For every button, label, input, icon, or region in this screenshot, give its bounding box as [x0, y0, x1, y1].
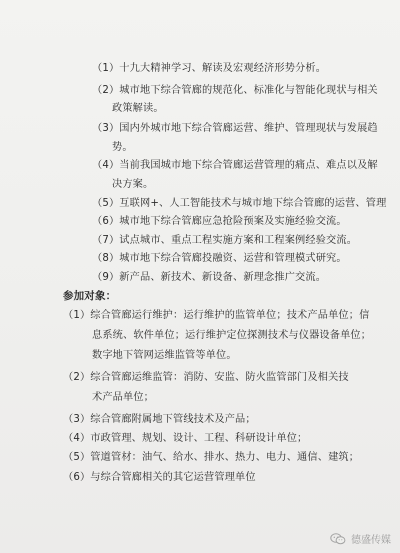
- topic-7: （7）试点城市、重点工程实施方案和工程案例经验交流。: [92, 235, 358, 246]
- participant-2: （2）综合管廊运维监管：消防、安监、防火监管部门及相关技: [63, 372, 349, 383]
- topic-3: （3）国内外城市地下综合管廊运营、维护、管理现状与发展趋: [92, 123, 378, 134]
- participant-2-cont: 术产品单位；: [92, 392, 155, 403]
- participants-heading: 参加对象：: [63, 290, 117, 302]
- participant-1: （1）综合管廊运行维护：运行维护的监管单位；技术产品单位；信: [63, 310, 370, 321]
- watermark-text: 德盛传媒: [351, 535, 391, 546]
- topic-5: （5）互联网+、人工智能技术与城市地下综合管廊的运营、管理: [92, 198, 387, 209]
- participant-4: （4）市政管理、规划、设计、工程、科研设计单位；: [63, 433, 308, 444]
- wechat-icon: [330, 533, 346, 545]
- participant-5: （5）管道管材：油气、给水、排水、热力、电力、通信、建筑；: [63, 452, 360, 463]
- participant-1-cont-b: 数字地下管网运维监管等单位。: [92, 350, 237, 361]
- topic-2: （2）城市地下综合管廊的规范化、标准化与智能化现状与相关: [92, 85, 378, 96]
- topic-1: （1）十九大精神学习、解读及宏观经济形势分析。: [92, 63, 327, 74]
- participant-1-cont-a: 息系统、软件单位；运行维护定位探测技术与仪器设备单位；: [92, 330, 372, 341]
- topic-3-cont: 势。: [112, 142, 133, 153]
- topic-8: （8）城市地下综合管廊投融资、运营和管理模式研究。: [92, 253, 347, 264]
- topic-4-cont: 决方案。: [112, 179, 154, 190]
- topic-4: （4）当前我国城市地下综合管廊运营管理的痛点、难点以及解: [92, 160, 378, 171]
- participant-3: （3）综合管廊附属地下管线技术及产品；: [63, 414, 256, 425]
- participant-6: （6）与综合管廊相关的其它运营管理单位: [63, 472, 256, 483]
- topic-6: （6）城市地下综合管廊应急抢险预案及实施经验交流。: [92, 216, 347, 227]
- topic-9: （9）新产品、新技术、新设备、新理念推广交流。: [92, 272, 327, 283]
- watermark: [330, 531, 391, 546]
- topic-2-cont: 政策解读。: [112, 103, 164, 114]
